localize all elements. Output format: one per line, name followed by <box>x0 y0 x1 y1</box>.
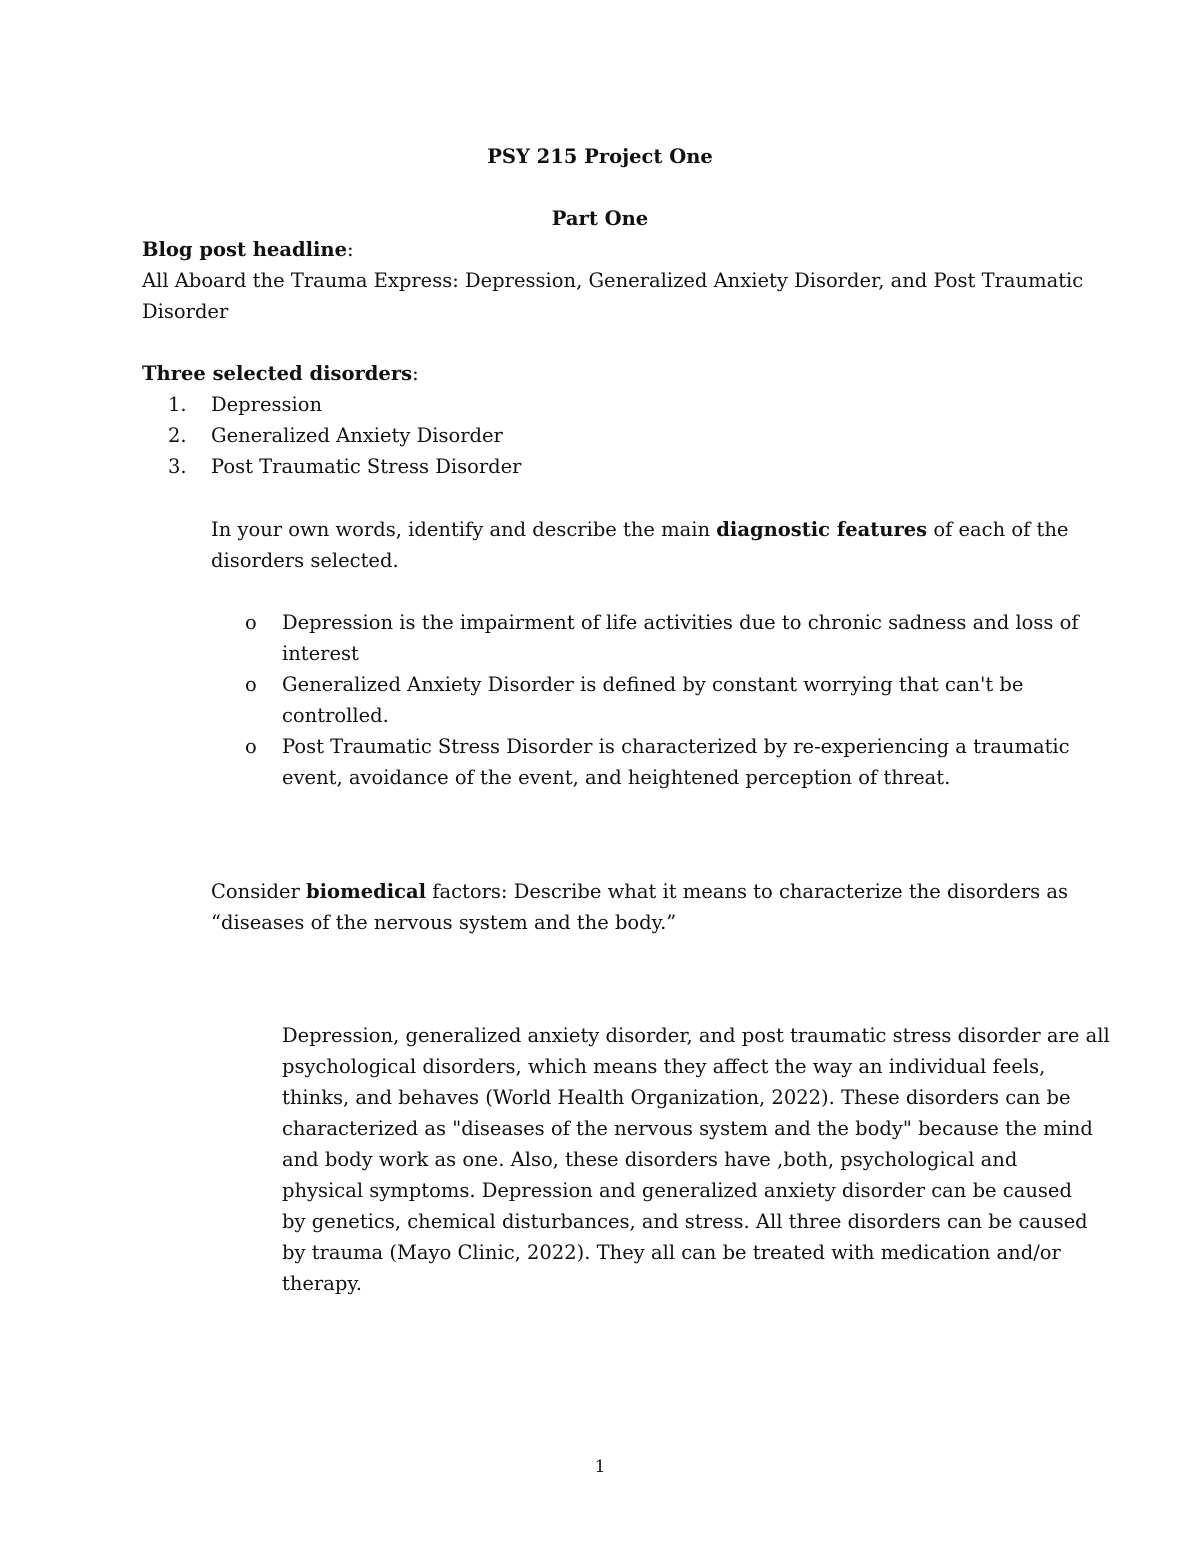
biomedical-prompt-line-1 <box>211 876 1068 907</box>
biomedical-prompt-bold: biomedical <box>306 880 427 903</box>
answer-paragraph-line: Depression, generalized anxiety disorder, and post traumatic stress disorder are all <box>282 1024 1110 1047</box>
answer-paragraph-line: and body work as one. Also, these disorders have ,both, psychological and <box>282 1148 1018 1171</box>
diagnostic-prompt-after: of each of the <box>927 518 1069 541</box>
list-item-number: 2. <box>168 424 187 447</box>
list-item-label: Depression <box>211 393 323 416</box>
list-item-number: 3. <box>168 455 187 478</box>
bullet-text-line-1: Depression is the impairment of life activities due to chronic sadness and loss of <box>282 611 1079 634</box>
page-number: 1 <box>594 1457 606 1477</box>
list-item-label: Post Traumatic Stress Disorder <box>211 455 522 478</box>
answer-paragraph-line: by trauma (Mayo Clinic, 2022). They all can be treated with medication and/or <box>282 1241 1061 1264</box>
diagnostic-prompt-bold: diagnostic features <box>716 518 928 541</box>
list-item-label: Generalized Anxiety Disorder <box>211 424 503 447</box>
answer-paragraph-line: therapy. <box>282 1272 362 1295</box>
headline-text-line-1: All Aboard the Trauma Express: Depression, Generalized Anxiety Disorder, and Post Traumatic <box>142 269 1084 292</box>
biomedical-prompt-before: Consider <box>211 880 307 903</box>
bullet-circle-icon: o <box>245 735 257 758</box>
bullet-text-line-2: event, avoidance of the event, and heightened perception of threat. <box>282 766 951 789</box>
bullet-text-line-2: interest <box>282 642 359 665</box>
bullet-text-line-1: Post Traumatic Stress Disorder is characterized by re-experiencing a traumatic <box>282 735 1070 758</box>
biomedical-prompt-after: factors: Describe what it means to characterize the disorders as <box>426 880 1068 903</box>
answer-paragraph-line: physical symptoms. Depression and generalized anxiety disorder can be caused <box>282 1179 1072 1202</box>
list-item-number: 1. <box>168 393 187 416</box>
answer-paragraph-line: thinks, and behaves (World Health Organization, 2022). These disorders can be <box>282 1086 1071 1109</box>
diagnostic-prompt-line-1 <box>211 514 1068 545</box>
answer-paragraph-line: by genetics, chemical disturbances, and stress. All three disorders can be caused <box>282 1210 1088 1233</box>
disorders-label: Three selected disorders <box>142 362 413 385</box>
headline-label-line <box>142 234 354 265</box>
bullet-text-line-1: Generalized Anxiety Disorder is defined by constant worrying that can't be <box>282 673 1024 696</box>
answer-paragraph-line: psychological disorders, which means they affect the way an individual feels, <box>282 1055 1046 1078</box>
bullet-circle-icon: o <box>245 673 257 696</box>
disorders-label-line <box>142 358 419 389</box>
headline-text-line-2: Disorder <box>142 300 229 323</box>
headline-label: Blog post headline <box>142 238 347 261</box>
diagnostic-prompt-before: In your own words, identify and describe the main <box>211 518 717 541</box>
diagnostic-prompt-line-2: disorders selected. <box>211 549 399 572</box>
bullet-circle-icon: o <box>245 611 257 634</box>
answer-paragraph-line: characterized as "diseases of the nervous system and the body" because the mind <box>282 1117 1093 1140</box>
headline-label-colon: : <box>347 238 354 261</box>
biomedical-prompt-line-2: “diseases of the nervous system and the body.” <box>211 911 677 934</box>
part-heading: Part One <box>551 207 649 230</box>
bullet-text-line-2: controlled. <box>282 704 389 727</box>
disorders-label-colon: : <box>412 362 419 385</box>
document-title: PSY 215 Project One <box>487 145 713 168</box>
